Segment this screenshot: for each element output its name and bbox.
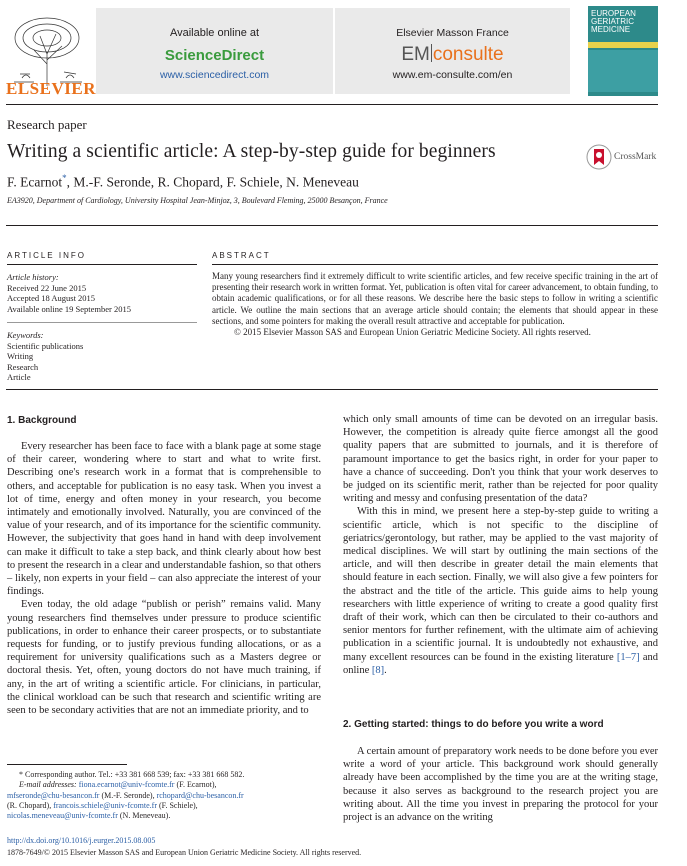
corresponding-author-mark[interactable]: * bbox=[62, 173, 67, 183]
abstract-body bbox=[212, 271, 658, 338]
author-name: (M.-F. Seronde), bbox=[101, 790, 155, 800]
author-name: (F. Ecarnot), bbox=[176, 780, 217, 790]
accepted-date: Accepted 18 August 2015 bbox=[7, 293, 96, 303]
journal-cover-title: EUROPEAN GERIATRIC MEDICINE bbox=[591, 9, 636, 34]
email-link[interactable]: nicolas.meneveau@univ-fcomte.fr bbox=[7, 811, 118, 821]
article-history bbox=[7, 272, 197, 314]
corresponding-note bbox=[7, 770, 325, 780]
cover-band bbox=[588, 42, 658, 48]
email-line bbox=[7, 791, 325, 801]
article-title: Writing a scientific article: A step-by-step guide for beginners bbox=[7, 141, 496, 162]
sciencedirect-logo[interactable]: ScienceDirect bbox=[164, 47, 265, 64]
author-list bbox=[7, 173, 359, 191]
keyword: Scientific publications bbox=[7, 340, 84, 351]
left-column bbox=[7, 440, 321, 717]
paragraph: A certain amount of preparatory work needs to be done before you ever write a word of your article. This background work should generally already have been accomplished by the time you are at the writing stage, because it also serves as background to the research project you are writing about. All the time you invest in preparing the protocol for your project is an advance on the writing bbox=[343, 746, 658, 824]
email-link[interactable]: francois.schiele@univ-fcomte.fr bbox=[53, 800, 157, 810]
footnote-mark: * bbox=[19, 770, 23, 779]
paragraph: which only small amounts of time can be devoted on an irregular basis. However, the competition is already quite fierce amongst all the good quality papers that are submitted to journals, and it is therefore of paramount importance to get the basics right, in order for your paper to have a chance of succeeding. Don't you think that your work deserves to be judged on its scientific merit, rather than be rejected for poor quality writing and messy and confusing presentation of the data? bbox=[343, 414, 658, 505]
author-name: (N. Meneveau). bbox=[119, 811, 171, 821]
keyword: Research bbox=[7, 361, 39, 372]
available-date: Available online 19 September 2015 bbox=[7, 303, 132, 314]
email-line bbox=[7, 780, 325, 790]
sciencedirect-link[interactable]: www.sciencedirect.com bbox=[159, 69, 270, 81]
corresponding-author-details: Corresponding author. Tel.: +33 381 668 539; fax: +33 381 668 582. bbox=[25, 770, 245, 779]
paragraph bbox=[343, 505, 658, 677]
crossmark-icon[interactable] bbox=[586, 144, 612, 170]
em-logo-right: consulte bbox=[432, 44, 504, 65]
first-author[interactable]: F. Ecarnot bbox=[7, 174, 63, 190]
em-logo-left: EM bbox=[401, 44, 430, 65]
title-rule bbox=[6, 225, 658, 226]
section-2-heading: 2. Getting started: things to do before you write a word bbox=[343, 719, 604, 730]
info-rule bbox=[7, 264, 197, 265]
right-column-continued bbox=[343, 745, 658, 824]
email-line bbox=[7, 811, 325, 821]
citation-link[interactable]: [1–7] bbox=[616, 651, 640, 663]
email-link[interactable]: fiona.ecarnot@univ-fcomte.fr bbox=[78, 780, 175, 790]
keyword: Article bbox=[7, 372, 31, 382]
author-name: (R. Chopard), bbox=[7, 800, 52, 810]
paragraph: Every researcher has been face to face with a blank page at some stage of their career, wondering where to start and what to write first. Describing one's research work in a format that is comprehensible to others, and acceptable for publication is no easy task. When you invest a lot of time, energy and often money in your research, you become intimately and emotionally involved. Naturally, you are convinced of the value of your research, and of its importance for the scientific community. However, the subjectivity that goes hand in hand with deep involvement can make it difficult to take a step back, and think clearly about how best to present the research in a clear and understandable fashion, so that others – likely, non experts in your field – can also appreciate the interest of your findings. bbox=[7, 441, 322, 598]
keywords-label: Keywords: bbox=[7, 330, 44, 340]
em-publisher-label: Elsevier Masson France bbox=[396, 27, 509, 39]
affiliation: EA3920, Department of Cardiology, University Hospital Jean-Minjoz, 3, Boulevard Fleming, 25000 Besançon, France bbox=[7, 196, 388, 205]
abstract-bottom-rule bbox=[6, 389, 658, 390]
paragraph-text: and online bbox=[343, 651, 659, 676]
keyword: Writing bbox=[7, 351, 34, 361]
em-consulte-link[interactable]: www.em-consulte.com/en bbox=[392, 69, 513, 81]
email-link[interactable]: rchopard@chu-besancon.fr bbox=[156, 790, 244, 800]
paragraph: Even today, the old adage “publish or perish” remains valid. Many young researchers find themselves under pressure to produce scientific publications, in order to enhance their career prospects, or to substantiate requests for funding, or to justify previous funding allocations, or as a requirement for university qualifications such as a Masters degree or doctoral thesis. Yet, often, young doctors do not have much training, if any, in the art of writing a scientific article. For clinicians, in particular, the clinical workload can be such that research and scientific writing are seen to be secondary activities that are not an immediate priority, and to bbox=[7, 599, 321, 717]
abstract-heading: ABSTRACT bbox=[212, 251, 271, 260]
info-divider bbox=[7, 322, 197, 323]
section-1-heading: 1. Background bbox=[7, 415, 77, 426]
paragraph-text: . bbox=[384, 664, 387, 676]
keywords bbox=[7, 330, 197, 383]
author-name: (F. Schiele), bbox=[159, 800, 198, 810]
co-authors: , M.-F. Seronde, R. Chopard, F. Schiele, N. Meneveau bbox=[66, 174, 359, 190]
history-label: Article history: bbox=[7, 272, 59, 282]
abstract-copyright: © 2015 Elsevier Masson SAS and European Union Geriatric Medicine Society. All rights reserved. bbox=[234, 327, 591, 338]
em-consulte-logo[interactable] bbox=[335, 44, 570, 66]
email-line bbox=[7, 801, 325, 811]
abstract-text: Many young researchers find it extremely difficult to write scientific articles, and few receive specific training in the art of presenting their research work in written format. Yet, publication is often vital for career advancement, to obtain funding, to obtain academic qualifications, or for all these reasons. We describe here the basic steps to follow in writing a scientific article. We outline the main sections that an average article should contain; the elements that should appear in these sections, and some pointers for making the overall result attractive and acceptable for publication. bbox=[212, 271, 658, 326]
crossmark-label[interactable]: CrossMark bbox=[614, 152, 657, 162]
em-logo-bar bbox=[431, 44, 432, 62]
email-link[interactable]: mfseronde@chu-besancon.fr bbox=[7, 790, 100, 800]
issn-copyright: 1878-7649/© 2015 Elsevier Masson SAS and European Union Geriatric Medicine Society. All rights reserved. bbox=[7, 848, 362, 857]
received-date: Received 22 June 2015 bbox=[7, 282, 87, 293]
article-type: Research paper bbox=[7, 117, 87, 132]
citation-link[interactable]: [8] bbox=[371, 664, 385, 676]
email-label: E-mail addresses: bbox=[19, 780, 77, 790]
article-info-heading: ARTICLE INFO bbox=[7, 251, 86, 260]
right-column bbox=[343, 413, 658, 677]
available-online-label: Available online at bbox=[169, 27, 260, 39]
footnote-rule bbox=[7, 764, 127, 765]
cover-image bbox=[588, 50, 658, 92]
doi-link[interactable]: http://dx.doi.org/10.1016/j.eurger.2015.08.005 bbox=[7, 836, 156, 845]
paragraph-text: With this in mind, we present here a step-by-step guide to writing a scientific article, which is not specific to the discipline of geriatrics/gerontology, but rather, may be applied to the vast majority of medical disciplines. We will start by outlining the main sections of the article, and will then describe in greater detail the main elements that should feature in each section. Finally, we will also give a few pointers for the abstract and the title of the article. This guide aims to help young researchers with little experience of writing to create a good quality first draft of their work, which can then be circulated to their co-authors and senior mentors for further refinement, with the ultimate aim of achieving publication in a scientific journal. It is undoubtedly not exhaustive, and many excellent resources can be found in the existing literature bbox=[343, 506, 658, 663]
header-rule bbox=[6, 104, 658, 105]
footnote bbox=[7, 770, 325, 821]
elsevier-wordmark: ELSEVIER bbox=[6, 79, 96, 98]
abstract-rule bbox=[212, 264, 658, 265]
